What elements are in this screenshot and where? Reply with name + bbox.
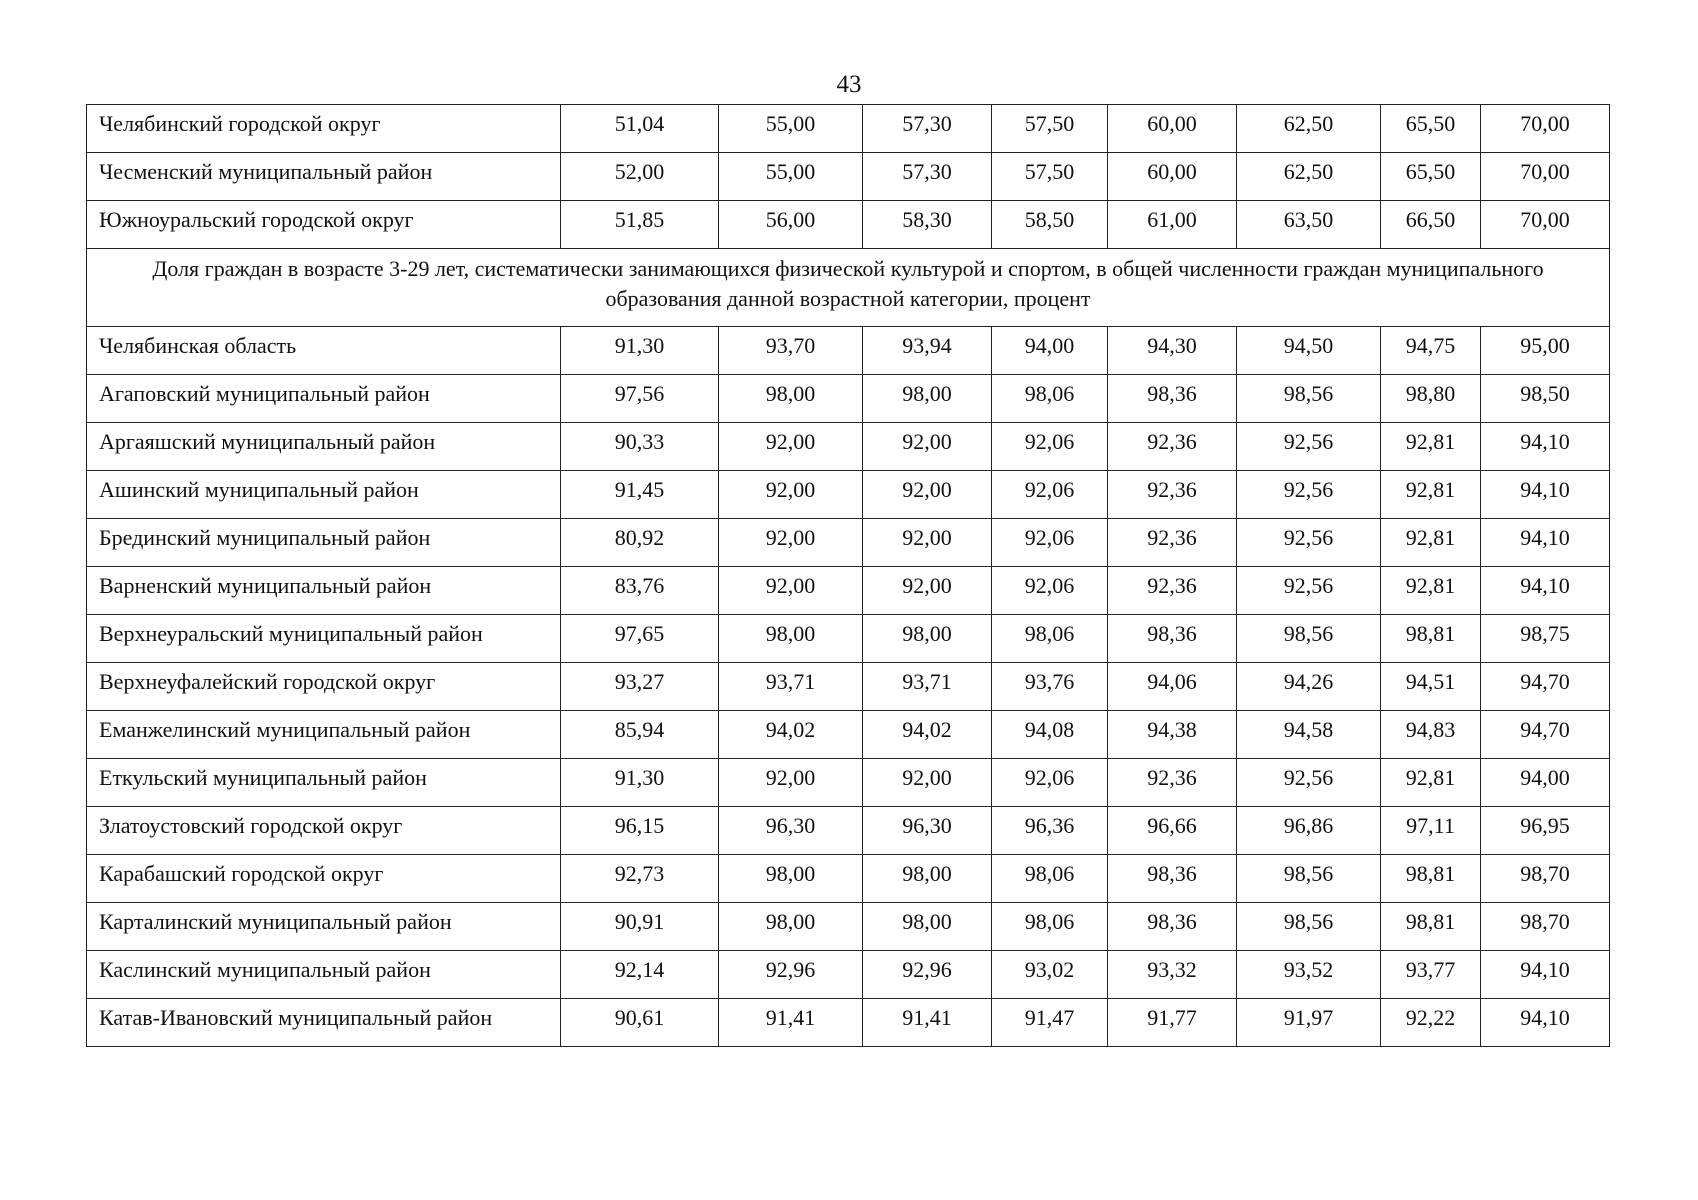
row-name-cell: Аргаяшский муниципальный район	[87, 423, 561, 471]
value-cell: 92,56	[1237, 519, 1381, 567]
value-cell: 96,95	[1481, 807, 1610, 855]
value-cell: 61,00	[1108, 201, 1237, 249]
value-cell: 98,75	[1481, 615, 1610, 663]
value-cell: 96,30	[719, 807, 863, 855]
value-cell: 98,00	[719, 375, 863, 423]
value-cell: 90,33	[561, 423, 719, 471]
row-name-cell: Челябинский городской округ	[87, 105, 561, 153]
value-cell: 90,91	[561, 903, 719, 951]
value-cell: 80,92	[561, 519, 719, 567]
value-cell: 92,36	[1108, 471, 1237, 519]
value-cell: 92,00	[719, 471, 863, 519]
value-cell: 52,00	[561, 153, 719, 201]
table-row	[87, 519, 1610, 567]
value-cell: 97,65	[561, 615, 719, 663]
value-cell: 60,00	[1108, 105, 1237, 153]
table-row	[87, 375, 1610, 423]
value-cell: 98,00	[863, 855, 992, 903]
table-row	[87, 903, 1610, 951]
value-cell: 91,41	[863, 999, 992, 1047]
table-row	[87, 201, 1610, 249]
table-row	[87, 567, 1610, 615]
value-cell: 92,36	[1108, 759, 1237, 807]
value-cell: 92,00	[863, 759, 992, 807]
row-name-cell: Еткульский муниципальный район	[87, 759, 561, 807]
value-cell: 90,61	[561, 999, 719, 1047]
value-cell: 92,81	[1381, 471, 1481, 519]
value-cell: 57,50	[992, 153, 1108, 201]
table-row	[87, 807, 1610, 855]
value-cell: 94,38	[1108, 711, 1237, 759]
section-title: Доля граждан в возрасте 3-29 лет, систематически занимающихся физической культурой и спортом, в общей численности граждан муниципального образования данной возрастной категории, процент	[87, 249, 1610, 327]
value-cell: 92,06	[992, 471, 1108, 519]
value-cell: 92,06	[992, 759, 1108, 807]
value-cell: 93,71	[863, 663, 992, 711]
value-cell: 51,04	[561, 105, 719, 153]
row-name-cell: Каслинский муниципальный район	[87, 951, 561, 999]
table-row	[87, 951, 1610, 999]
value-cell: 92,00	[719, 567, 863, 615]
table-row	[87, 999, 1610, 1047]
value-cell: 98,70	[1481, 855, 1610, 903]
table-row	[87, 759, 1610, 807]
value-cell: 91,45	[561, 471, 719, 519]
value-cell: 94,10	[1481, 999, 1610, 1047]
value-cell: 92,06	[992, 519, 1108, 567]
value-cell: 94,83	[1381, 711, 1481, 759]
table-body	[87, 105, 1610, 1047]
value-cell: 93,27	[561, 663, 719, 711]
value-cell: 93,32	[1108, 951, 1237, 999]
value-cell: 94,50	[1237, 327, 1381, 375]
value-cell: 93,52	[1237, 951, 1381, 999]
value-cell: 92,00	[863, 567, 992, 615]
value-cell: 93,77	[1381, 951, 1481, 999]
row-name-cell: Еманжелинский муниципальный район	[87, 711, 561, 759]
value-cell: 94,30	[1108, 327, 1237, 375]
value-cell: 94,75	[1381, 327, 1481, 375]
table-row	[87, 423, 1610, 471]
table-row	[87, 105, 1610, 153]
value-cell: 91,30	[561, 327, 719, 375]
value-cell: 98,06	[992, 615, 1108, 663]
value-cell: 93,70	[719, 327, 863, 375]
value-cell: 98,06	[992, 375, 1108, 423]
value-cell: 63,50	[1237, 201, 1381, 249]
value-cell: 96,30	[863, 807, 992, 855]
row-name-cell: Верхнеуфалейский городской округ	[87, 663, 561, 711]
row-name-cell: Катав-Ивановский муниципальный район	[87, 999, 561, 1047]
value-cell: 92,00	[719, 759, 863, 807]
row-name-cell: Южноуральский городской округ	[87, 201, 561, 249]
value-cell: 97,56	[561, 375, 719, 423]
value-cell: 57,30	[863, 153, 992, 201]
value-cell: 94,10	[1481, 567, 1610, 615]
value-cell: 91,97	[1237, 999, 1381, 1047]
value-cell: 58,50	[992, 201, 1108, 249]
value-cell: 94,10	[1481, 951, 1610, 999]
value-cell: 85,94	[561, 711, 719, 759]
value-cell: 62,50	[1237, 153, 1381, 201]
value-cell: 92,22	[1381, 999, 1481, 1047]
row-name-cell: Карабашский городской округ	[87, 855, 561, 903]
value-cell: 56,00	[719, 201, 863, 249]
value-cell: 92,36	[1108, 423, 1237, 471]
value-cell: 92,81	[1381, 567, 1481, 615]
row-name-cell: Карталинский муниципальный район	[87, 903, 561, 951]
row-name-cell: Златоустовский городской округ	[87, 807, 561, 855]
value-cell: 92,00	[863, 471, 992, 519]
table-row	[87, 855, 1610, 903]
value-cell: 93,76	[992, 663, 1108, 711]
value-cell: 70,00	[1481, 201, 1610, 249]
value-cell: 91,30	[561, 759, 719, 807]
table-row	[87, 615, 1610, 663]
value-cell: 92,81	[1381, 423, 1481, 471]
row-name-cell: Варненский муниципальный район	[87, 567, 561, 615]
value-cell: 94,02	[863, 711, 992, 759]
value-cell: 92,81	[1381, 519, 1481, 567]
value-cell: 98,56	[1237, 855, 1381, 903]
value-cell: 83,76	[561, 567, 719, 615]
value-cell: 98,81	[1381, 903, 1481, 951]
value-cell: 98,81	[1381, 615, 1481, 663]
value-cell: 60,00	[1108, 153, 1237, 201]
value-cell: 92,00	[719, 519, 863, 567]
value-cell: 70,00	[1481, 153, 1610, 201]
value-cell: 98,36	[1108, 615, 1237, 663]
value-cell: 94,02	[719, 711, 863, 759]
value-cell: 91,41	[719, 999, 863, 1047]
value-cell: 92,36	[1108, 567, 1237, 615]
value-cell: 66,50	[1381, 201, 1481, 249]
value-cell: 95,00	[1481, 327, 1610, 375]
value-cell: 98,56	[1237, 375, 1381, 423]
value-cell: 62,50	[1237, 105, 1381, 153]
value-cell: 98,36	[1108, 375, 1237, 423]
value-cell: 92,06	[992, 423, 1108, 471]
value-cell: 93,71	[719, 663, 863, 711]
value-cell: 93,02	[992, 951, 1108, 999]
value-cell: 92,00	[719, 423, 863, 471]
table-row	[87, 327, 1610, 375]
value-cell: 92,00	[863, 423, 992, 471]
value-cell: 98,00	[863, 615, 992, 663]
value-cell: 96,15	[561, 807, 719, 855]
row-name-cell: Верхнеуральский муниципальный район	[87, 615, 561, 663]
indicator-table	[86, 104, 1610, 1047]
value-cell: 58,30	[863, 201, 992, 249]
value-cell: 92,56	[1237, 471, 1381, 519]
value-cell: 94,70	[1481, 711, 1610, 759]
value-cell: 98,80	[1381, 375, 1481, 423]
value-cell: 97,11	[1381, 807, 1481, 855]
page-number: 43	[836, 71, 862, 98]
value-cell: 65,50	[1381, 105, 1481, 153]
value-cell: 70,00	[1481, 105, 1610, 153]
value-cell: 92,56	[1237, 567, 1381, 615]
value-cell: 94,10	[1481, 423, 1610, 471]
value-cell: 96,66	[1108, 807, 1237, 855]
value-cell: 57,50	[992, 105, 1108, 153]
value-cell: 92,81	[1381, 759, 1481, 807]
value-cell: 51,85	[561, 201, 719, 249]
value-cell: 98,70	[1481, 903, 1610, 951]
value-cell: 57,30	[863, 105, 992, 153]
value-cell: 96,86	[1237, 807, 1381, 855]
value-cell: 92,06	[992, 567, 1108, 615]
value-cell: 91,77	[1108, 999, 1237, 1047]
value-cell: 94,58	[1237, 711, 1381, 759]
value-cell: 91,47	[992, 999, 1108, 1047]
value-cell: 98,06	[992, 855, 1108, 903]
value-cell: 94,00	[1481, 759, 1610, 807]
value-cell: 93,94	[863, 327, 992, 375]
table-row	[87, 471, 1610, 519]
row-name-cell: Челябинская область	[87, 327, 561, 375]
row-name-cell: Ашинский муниципальный район	[87, 471, 561, 519]
table-row	[87, 711, 1610, 759]
value-cell: 92,56	[1237, 759, 1381, 807]
value-cell: 94,51	[1381, 663, 1481, 711]
value-cell: 94,10	[1481, 471, 1610, 519]
value-cell: 94,08	[992, 711, 1108, 759]
value-cell: 92,56	[1237, 423, 1381, 471]
value-cell: 98,56	[1237, 903, 1381, 951]
value-cell: 94,26	[1237, 663, 1381, 711]
value-cell: 98,00	[719, 615, 863, 663]
value-cell: 94,70	[1481, 663, 1610, 711]
value-cell: 98,36	[1108, 903, 1237, 951]
value-cell: 55,00	[719, 153, 863, 201]
row-name-cell: Брединский муниципальный район	[87, 519, 561, 567]
value-cell: 92,14	[561, 951, 719, 999]
value-cell: 92,96	[719, 951, 863, 999]
value-cell: 92,00	[863, 519, 992, 567]
value-cell: 94,06	[1108, 663, 1237, 711]
value-cell: 94,10	[1481, 519, 1610, 567]
value-cell: 98,00	[863, 903, 992, 951]
value-cell: 98,00	[719, 855, 863, 903]
value-cell: 94,00	[992, 327, 1108, 375]
table-row	[87, 663, 1610, 711]
value-cell: 92,73	[561, 855, 719, 903]
value-cell: 98,56	[1237, 615, 1381, 663]
value-cell: 92,96	[863, 951, 992, 999]
value-cell: 98,06	[992, 903, 1108, 951]
value-cell: 96,36	[992, 807, 1108, 855]
row-name-cell: Чесменский муниципальный район	[87, 153, 561, 201]
value-cell: 98,50	[1481, 375, 1610, 423]
value-cell: 98,81	[1381, 855, 1481, 903]
section-header-row	[87, 249, 1610, 327]
value-cell: 92,36	[1108, 519, 1237, 567]
row-name-cell: Агаповский муниципальный район	[87, 375, 561, 423]
table-row	[87, 153, 1610, 201]
value-cell: 55,00	[719, 105, 863, 153]
value-cell: 98,00	[719, 903, 863, 951]
value-cell: 98,36	[1108, 855, 1237, 903]
value-cell: 98,00	[863, 375, 992, 423]
value-cell: 65,50	[1381, 153, 1481, 201]
